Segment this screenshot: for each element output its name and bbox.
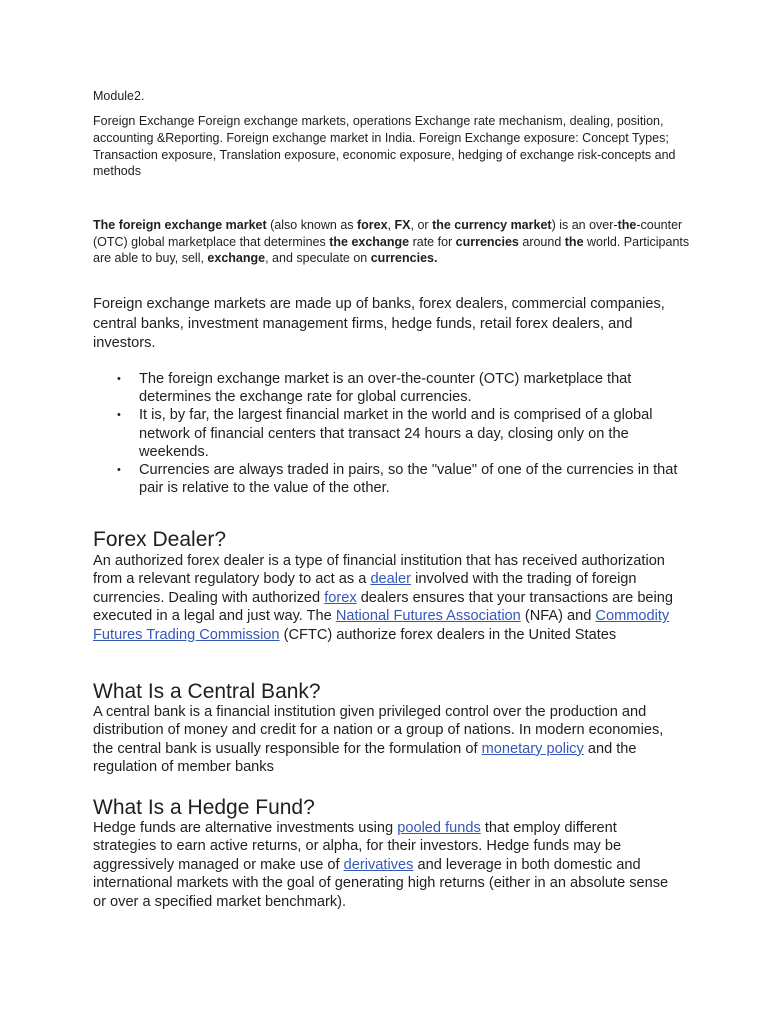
list-item: • Currencies are always traded in pairs, so the "value" of one of the currencies in that pair is relative to the value of the other. xyxy=(117,462,678,497)
definition-paragraph: The foreign exchange market (also known as forex, FX, or the currency market) is an over-the-counter (OTC) global marketplace that determines the exchange rate for currencies around the world. Participants are able to buy, sell, exchange, and speculate on currencies. xyxy=(93,218,690,265)
pooled-funds-link[interactable]: pooled funds xyxy=(397,820,481,836)
hedge-fund-heading: What Is a Hedge Fund? xyxy=(93,796,315,819)
monetary-policy-link[interactable]: monetary policy xyxy=(481,740,584,757)
markets-paragraph: Foreign exchange markets are made up of banks, forex dealers, commercial companies, central banks, investment management firms, hedge funds, retail forex dealers, and investors. xyxy=(93,296,665,351)
forex-dealer-paragraph: An authorized forex dealer is a type of financial institution that has received authorization from a relevant regulatory body to act as a dealer involved with the trading of foreign currencies. Dealing with authorized forex dealers ensures that your transactions are being executed in a legal and just way. The National Futures Association (NFA) and Commodity Futures Trading Commission (CFTC) authorize forex dealers in the United States xyxy=(93,553,674,643)
central-bank-heading: What Is a Central Bank? xyxy=(93,680,321,703)
definition-term: The foreign exchange market xyxy=(93,218,267,232)
nfa-link[interactable]: National Futures Association xyxy=(335,608,521,625)
forex-link[interactable]: forex xyxy=(324,589,357,606)
bullet-icon: • xyxy=(117,464,121,477)
list-item: • It is, by far, the largest financial market in the world and is comprised of a global network of financial centers that transact 24 hours a day, closing only on the weekends. xyxy=(117,407,653,460)
cftc-link[interactable]: Commodity Futures Trading Commission xyxy=(93,608,670,643)
intro-paragraph: Foreign Exchange Foreign exchange markets, operations Exchange rate mechanism, dealing, position, accounting &Reporting. Foreign exchange market in India. Foreign Exchange exposure: Concept Types; Transaction exposure, Translation exposure, economic exposure, hedging of exchange risk-concepts and methods xyxy=(93,114,676,179)
list-item: • The foreign exchange market is an over-the-counter (OTC) marketplace that determines the exchange rate for global currencies. xyxy=(117,371,632,406)
module-label: Module2. xyxy=(93,89,145,103)
derivatives-link[interactable]: derivatives xyxy=(343,856,414,873)
bullet-icon: • xyxy=(117,409,121,422)
hedge-fund-paragraph: Hedge funds are alternative investments using pooled funds that employ different strategies to earn active returns, or alpha, for their investors. Hedge funds may be aggressively managed or make use of derivatives and leverage in both domestic and international markets with the goal of generating high returns (either in an absolute sense or over a specified market benchmark). xyxy=(93,820,669,910)
key-points-list xyxy=(93,370,683,497)
central-bank-paragraph: A central bank is a financial institution given privileged control over the production and distribution of money and credit for a nation or a group of nations. In modern economies, the central bank is usually responsible for the formulation of monetary policy and the regulation of member banks xyxy=(93,704,664,776)
forex-dealer-heading: Forex Dealer? xyxy=(93,528,227,551)
dealer-link[interactable]: dealer xyxy=(370,571,412,588)
bullet-icon: • xyxy=(117,373,121,385)
